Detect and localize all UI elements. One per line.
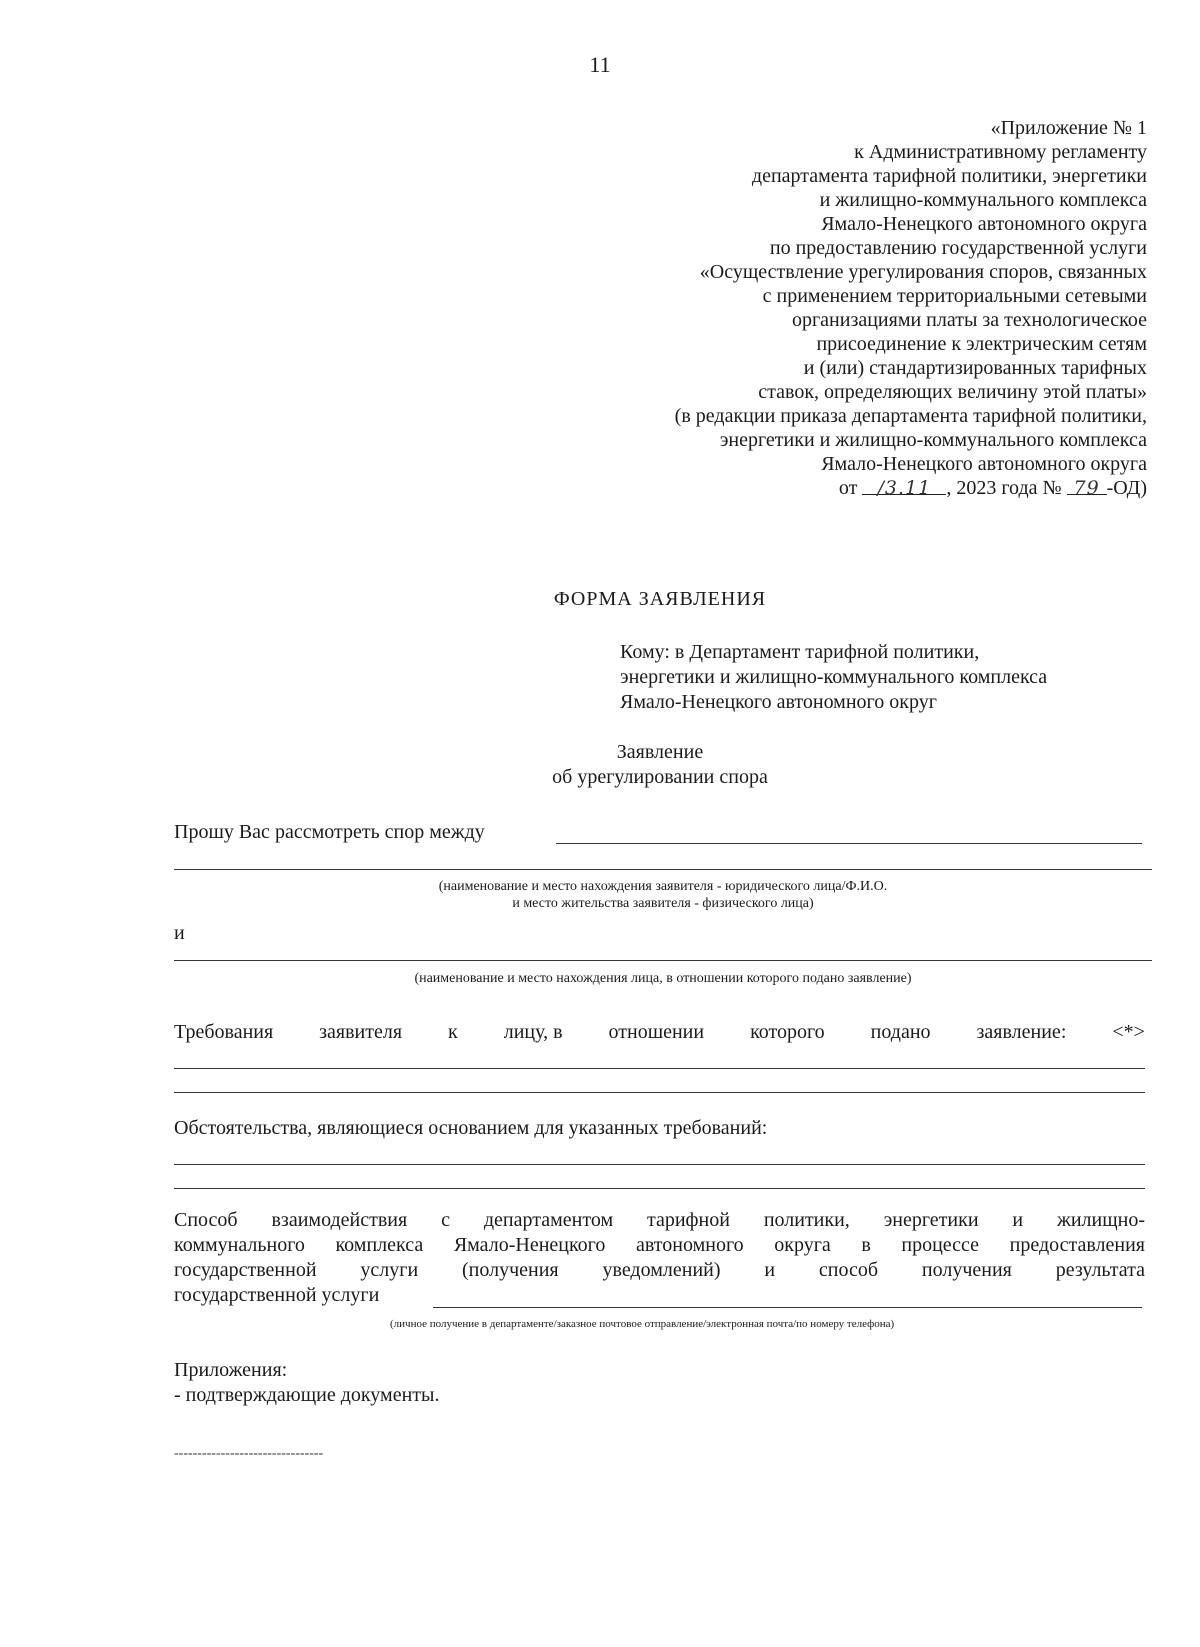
footnote-separator: -------------------------------- <box>174 1446 324 1461</box>
date-blank <box>862 476 946 499</box>
respondent-field-line[interactable] <box>174 960 1152 961</box>
appendix-line: «Осуществление урегулирования споров, связанных <box>699 261 1147 283</box>
statement-subtitle: об урегулировании спора <box>552 766 768 788</box>
applicant-field-line-2[interactable] <box>174 869 1152 870</box>
handwritten-date: /3.11 <box>877 477 932 499</box>
interaction-line: государственной услуги (получения уведомлений) и способ получения результата <box>174 1259 1145 1281</box>
date-prefix: от <box>838 477 858 499</box>
appendix-line: департамента тарифной политики, энергетики <box>751 165 1147 187</box>
interaction-line: государственной услуги <box>174 1284 380 1306</box>
appendix-line: ставок, определяющих величину этой платы» <box>758 381 1147 403</box>
requirements-field-line-1[interactable] <box>174 1068 1145 1069</box>
footnote-marker: <*> <box>1112 1021 1145 1043</box>
applicant-field-line-1[interactable] <box>556 843 1142 844</box>
appendix-line: энергетики и жилищно-коммунального комплекса <box>719 429 1147 451</box>
attachments-block <box>174 1358 439 1408</box>
requirements-label <box>174 1021 1145 1044</box>
statement-heading <box>0 740 1200 790</box>
recipient-line: Кому: в Департамент тарифной политики, <box>620 641 980 663</box>
appendix-line: к Административному регламенту <box>854 141 1147 163</box>
appendix-line: организациями платы за технологическое <box>791 309 1147 331</box>
page-number: 11 <box>589 52 611 77</box>
req-word: к <box>448 1021 458 1043</box>
interaction-method-paragraph <box>174 1208 1145 1308</box>
attachments-title: Приложения: <box>174 1359 288 1381</box>
form-title: ФОРМА ЗАЯВЛЕНИЯ <box>553 588 767 610</box>
appendix-line: с применением территориальными сетевыми <box>762 285 1147 307</box>
interaction-line: коммунального комплекса Ямало-Ненецкого автономного округа в процессе предоставления <box>174 1234 1145 1256</box>
circumstances-field-line-2[interactable] <box>174 1188 1145 1189</box>
appendix-line: (в редакции приказа департамента тарифной политики, <box>674 405 1147 427</box>
appendix-line: присоединение к электрическим сетям <box>816 333 1147 355</box>
appendix-line: Ямало-Ненецкого автономного округа <box>821 453 1147 475</box>
number-blank <box>1067 476 1107 499</box>
req-word: подано <box>870 1021 931 1043</box>
requirements-field-line-2[interactable] <box>174 1092 1145 1093</box>
applicant-caption-1: (наименование и место нахождения заявителя - юридического лица/Ф.И.О. <box>438 879 888 894</box>
statement-title: Заявление <box>616 741 704 763</box>
attachments-item: - подтверждающие документы. <box>174 1384 440 1406</box>
respondent-caption: (наименование и место нахождения лица, в отношении которого подано заявление) <box>414 971 912 986</box>
recipient-line: энергетики и жилищно-коммунального комплекса <box>620 666 1048 688</box>
appendix-date-line <box>427 476 1147 500</box>
recipient-block <box>620 640 1047 715</box>
appendix-line: и жилищно-коммунального комплекса <box>819 189 1147 211</box>
conjunction-and: и <box>174 922 185 944</box>
applicant-caption-2: и место жительства заявителя - физического лица) <box>512 896 814 911</box>
appendix-line: и (или) стандартизированных тарифных <box>803 357 1147 379</box>
req-word: заявление: <box>976 1021 1067 1043</box>
handwritten-number: 79 <box>1073 477 1100 499</box>
req-word: Требования <box>174 1021 274 1043</box>
interaction-caption: (личное получение в департаменте/заказное почтовое отправление/электронная почта/по номеру телефона) <box>390 1318 895 1330</box>
recipient-line: Ямало-Ненецкого автономного округ <box>620 691 937 713</box>
req-word: отношении <box>608 1021 705 1043</box>
circumstances-field-line-1[interactable] <box>174 1164 1145 1165</box>
appendix-line: по предоставлению государственной услуги <box>769 237 1147 259</box>
appendix-line: «Приложение № 1 <box>990 117 1147 139</box>
req-word: которого <box>750 1021 825 1043</box>
interaction-field-line[interactable] <box>433 1307 1142 1308</box>
circumstances-label: Обстоятельства, являющиеся основанием для указанных требований: <box>174 1117 768 1139</box>
dispute-request-label: Прошу Вас рассмотреть спор между <box>174 821 485 843</box>
appendix-line: Ямало-Ненецкого автономного округа <box>821 213 1147 235</box>
req-word: заявителя <box>319 1021 403 1043</box>
appendix-header <box>427 116 1147 500</box>
date-suffix: , 2023 года № <box>946 477 1062 499</box>
number-suffix: -ОД) <box>1106 477 1147 499</box>
interaction-line: Способ взаимодействия с департаментом тарифной политики, энергетики и жилищно- <box>174 1209 1145 1231</box>
req-word: лицу, в <box>503 1021 563 1043</box>
